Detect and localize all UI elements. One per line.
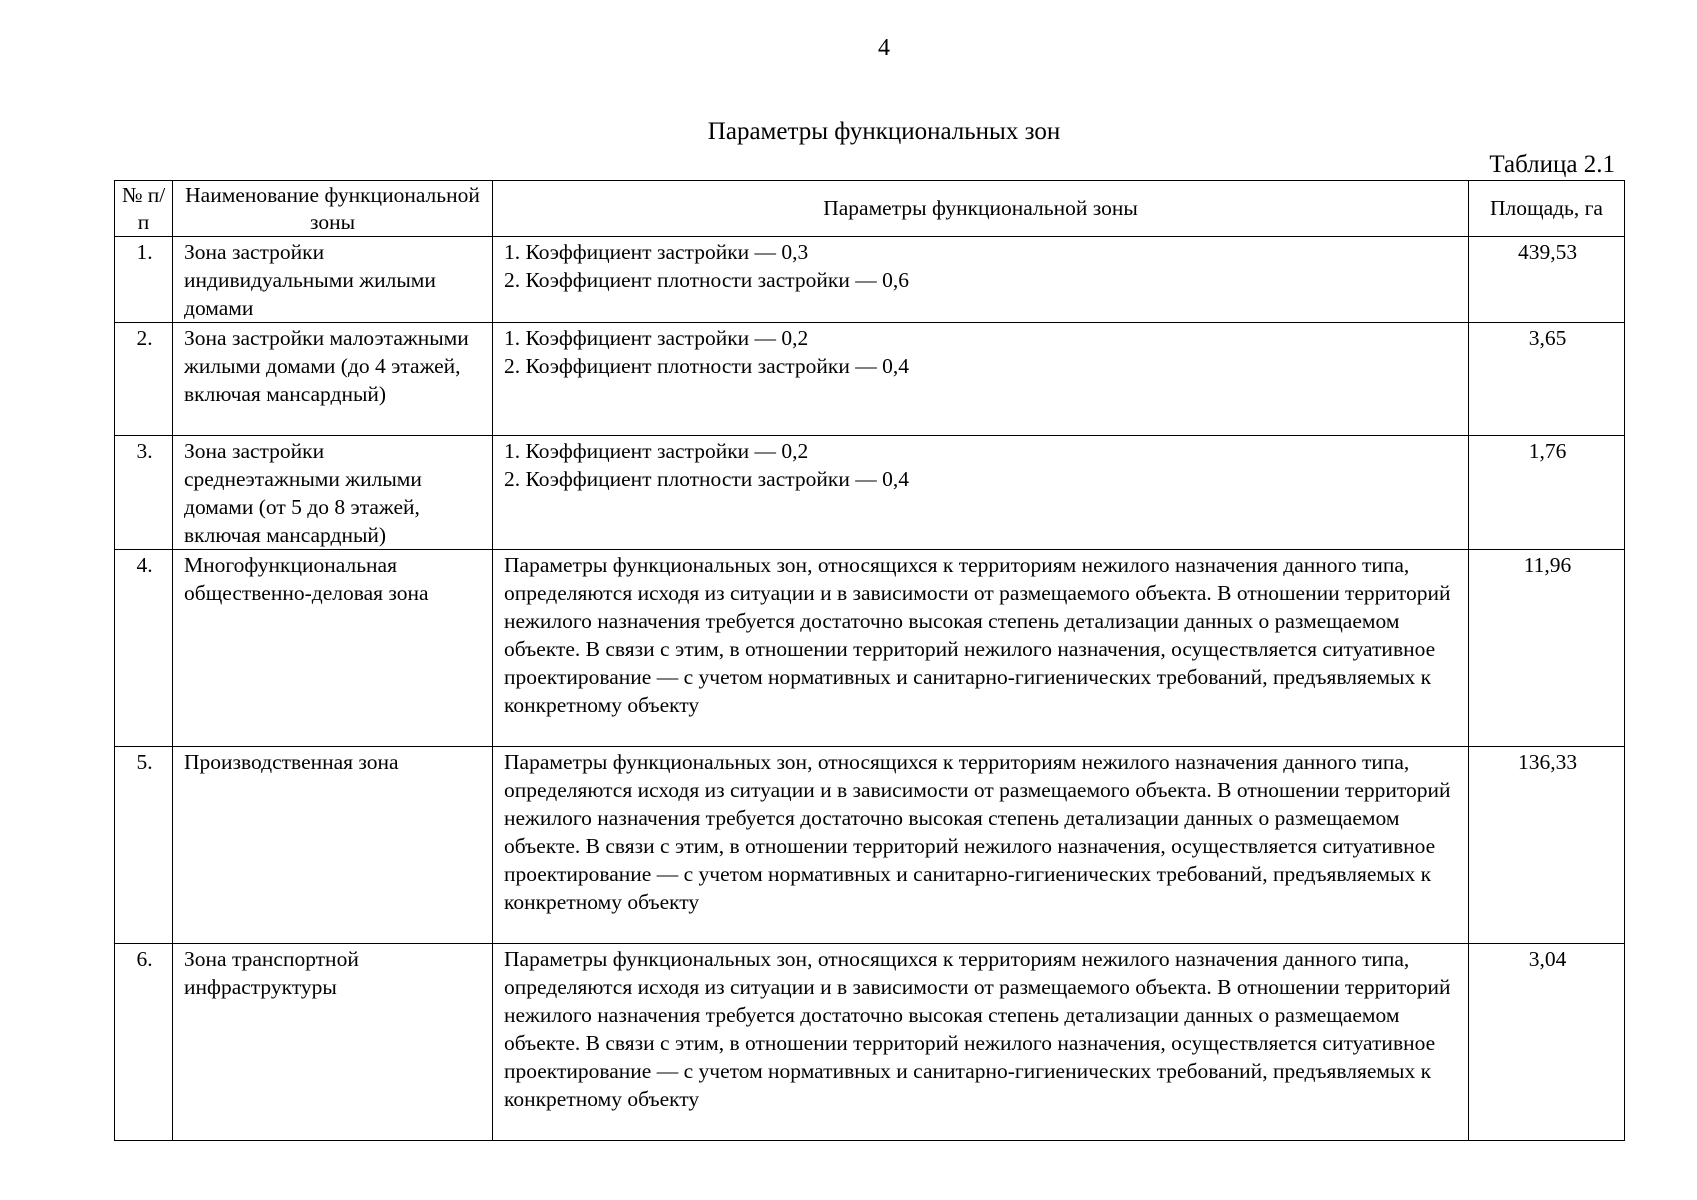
table-label: Таблица 2.1 — [1489, 151, 1615, 178]
zone-area: 11,96 — [1469, 550, 1625, 747]
zone-area: 136,33 — [1469, 747, 1625, 944]
zone-params — [493, 237, 1469, 323]
params-line: 2. Коэффициент плотности застройки — 0,6 — [504, 268, 909, 292]
zone-params — [493, 323, 1469, 436]
params-line: 1. Коэффициент застройки — 0,3 — [504, 240, 809, 264]
header-area: Площадь, га — [1469, 181, 1625, 237]
row-number: 1. — [115, 237, 173, 323]
page-number: 4 — [878, 35, 890, 61]
row-number: 2. — [115, 323, 173, 436]
zone-name: Зона застройки малоэтажными жилыми домами (до 4 этажей, включая мансардный) — [173, 323, 493, 436]
zone-name: Зона транспортной инфраструктуры — [173, 944, 493, 1141]
zone-params: Параметры функциональных зон, относящихся к территориям нежилого назначения данного типа, определяются исходя из ситуации и в зависимости от размещаемого объекта. В отношении территорий нежилого назначения требуется достаточно высокая степень детализации данных о размещаемом объекте. В связи с этим, в отношении территорий нежилого назначения, осуществляется ситуативное проектирование — с учетом нормативных и санитарно-гигиенических требований, предъявляемых к конкретному объекту — [493, 747, 1469, 944]
zone-params: Параметры функциональных зон, относящихся к территориям нежилого назначения данного типа, определяются исходя из ситуации и в зависимости от размещаемого объекта. В отношении территорий нежилого назначения требуется достаточно высокая степень детализации данных о размещаемом объекте. В связи с этим, в отношении территорий нежилого назначения, осуществляется ситуативное проектирование — с учетом нормативных и санитарно-гигиенических требований, предъявляемых к конкретному объекту — [493, 944, 1469, 1141]
table-header-row — [115, 181, 1625, 237]
zone-params: Параметры функциональных зон, относящихся к территориям нежилого назначения данного типа, определяются исходя из ситуации и в зависимости от размещаемого объекта. В отношении территорий нежилого назначения требуется достаточно высокая степень детализации данных о размещаемом объекте. В связи с этим, в отношении территорий нежилого назначения, осуществляется ситуативное проектирование — с учетом нормативных и санитарно-гигиенических требований, предъявляемых к конкретному объекту — [493, 550, 1469, 747]
table-row — [115, 747, 1625, 944]
page-title: Параметры функциональных зон — [707, 118, 1061, 145]
table-row — [115, 944, 1625, 1141]
zone-area: 3,65 — [1469, 323, 1625, 436]
header-params: Параметры функциональной зоны — [493, 181, 1469, 237]
zone-name: Зона застройки среднеэтажными жилыми домами (от 5 до 8 этажей, включая мансардный) — [173, 436, 493, 550]
table-row — [115, 550, 1625, 747]
row-number: 6. — [115, 944, 173, 1141]
table-row — [115, 436, 1625, 550]
row-number: 3. — [115, 436, 173, 550]
table-row — [115, 323, 1625, 436]
zones-table — [114, 180, 1625, 1141]
table-row — [115, 237, 1625, 323]
params-line: 2. Коэффициент плотности застройки — 0,4 — [504, 467, 909, 491]
header-number: № п/п — [115, 181, 173, 237]
row-number: 5. — [115, 747, 173, 944]
zone-name: Многофункциональная общественно-деловая зона — [173, 550, 493, 747]
zone-area: 1,76 — [1469, 436, 1625, 550]
zone-area: 3,04 — [1469, 944, 1625, 1141]
params-line: 2. Коэффициент плотности застройки — 0,4 — [504, 354, 909, 378]
params-line: 1. Коэффициент застройки — 0,2 — [504, 326, 809, 350]
row-number: 4. — [115, 550, 173, 747]
params-line: 1. Коэффициент застройки — 0,2 — [504, 439, 809, 463]
header-name: Наименование функциональной зоны — [173, 181, 493, 237]
zone-name: Производственная зона — [173, 747, 493, 944]
zone-area: 439,53 — [1469, 237, 1625, 323]
zone-name: Зона застройки индивидуальными жилыми домами — [173, 237, 493, 323]
zone-params — [493, 436, 1469, 550]
